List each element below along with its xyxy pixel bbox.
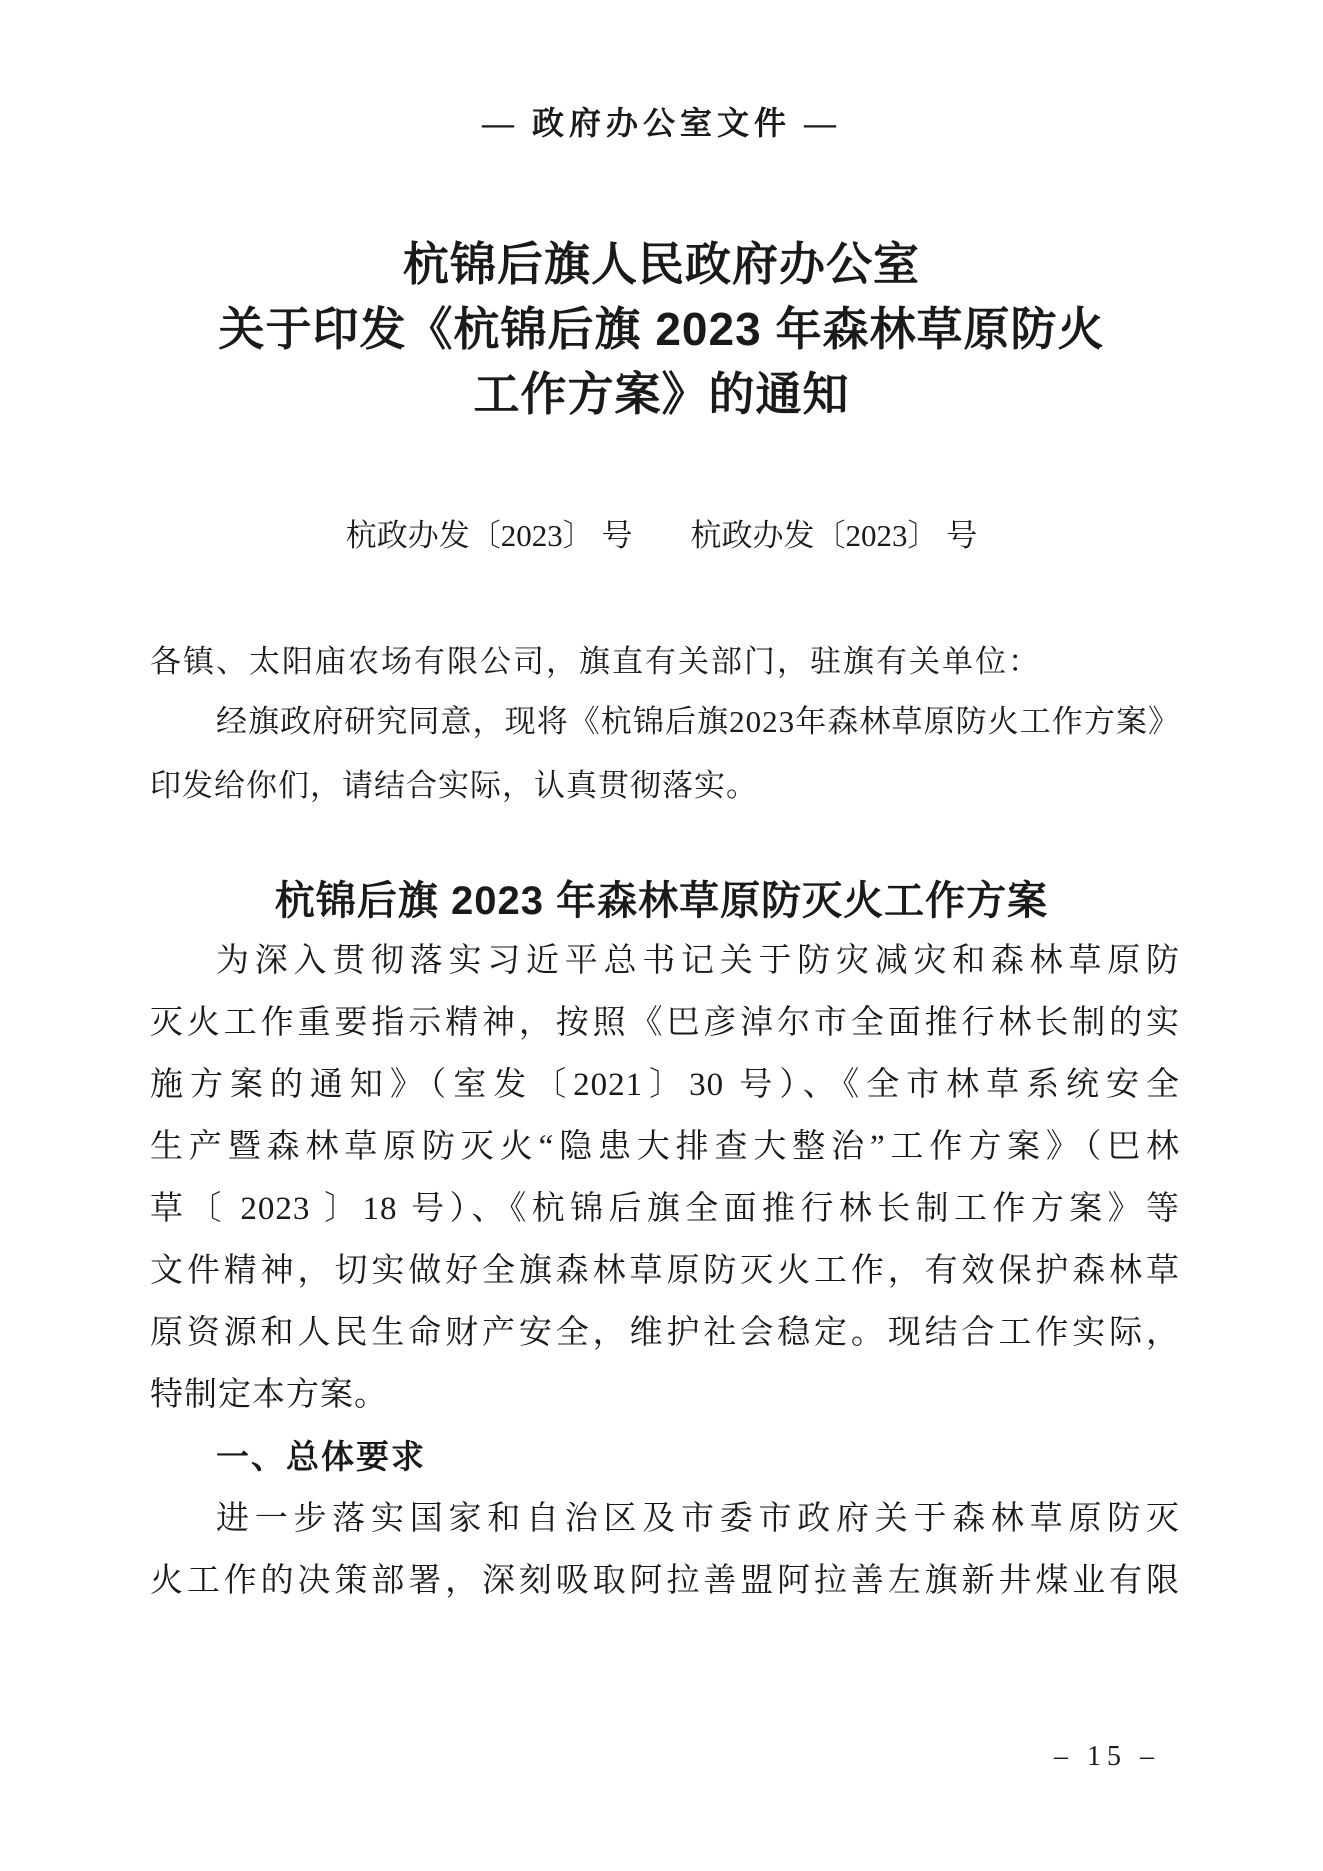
plan-title: 杭锦后旗 2023 年森林草原防灭火工作方案 — [274, 879, 1049, 923]
body-line-7: 原资源和人民生命财产安全，维护社会稳定。现结合工作实际， — [150, 1315, 1180, 1351]
page-number: – 15 – — [1054, 1741, 1160, 1772]
office-document-banner: — 政府办公室文件 — — [481, 105, 841, 141]
body-line-8: 特制定本方案。 — [150, 1377, 388, 1413]
body-line-6: 文件精神，切实做好全旗森林草原防灭火工作，有效保护森林草 — [150, 1253, 1180, 1289]
document-reference-number — [0, 510, 1323, 555]
doc-number-left: 杭政办发〔2023〕 号 — [345, 518, 633, 553]
document-title — [0, 232, 1323, 427]
body-line-4: 生产暨森林草原防灭火“隐患大排查大整治”工作方案》（巴林 — [150, 1129, 1180, 1165]
document-title-line-1: 杭锦后旗人民政府办公室 — [403, 238, 920, 290]
body-line-2: 灭火工作重要指示精神，按照《巴彦淖尔市全面推行林长制的实 — [150, 1005, 1180, 1041]
plan-body-text — [150, 930, 1180, 1612]
section-line-2: 火工作的决策部署，深刻吸取阿拉善盟阿拉善左旗新井煤业有限 — [150, 1563, 1180, 1599]
body-line-1: 为深入贯彻落实习近平总书记关于防灾减灾和森林草原防 — [216, 943, 1180, 979]
forwarding-notice-paragraph — [150, 690, 1180, 818]
notice-line-2: 印发给你们，请结合实际，认真贯彻落实。 — [150, 768, 758, 803]
document-title-line-3: 工作方案》的通知 — [473, 368, 850, 420]
salutation-line: 各镇、太阳庙农场有限公司，旗直有关部门，驻旗有关单位： — [150, 644, 1041, 679]
section-line-1: 进一步落实国家和自治区及市委市政府关于森林草原防灭 — [216, 1501, 1180, 1537]
notice-line-1: 经旗政府研究同意，现将《杭锦后旗2023年森林草原防火工作方案》 — [216, 704, 1180, 739]
body-line-3: 施方案的通知》（室发〔2021〕30 号）、《全市林草系统安全 — [150, 1067, 1180, 1103]
doc-number-right: 杭政办发〔2023〕 号 — [690, 518, 978, 553]
section-heading: 一、总体要求 — [216, 1438, 426, 1475]
body-line-5: 草〔 2023 〕18 号）、《杭锦后旗全面推行林长制工作方案》等 — [150, 1191, 1180, 1227]
document-title-line-2: 关于印发《杭锦后旗 2023 年森林草原防火 — [218, 303, 1105, 355]
